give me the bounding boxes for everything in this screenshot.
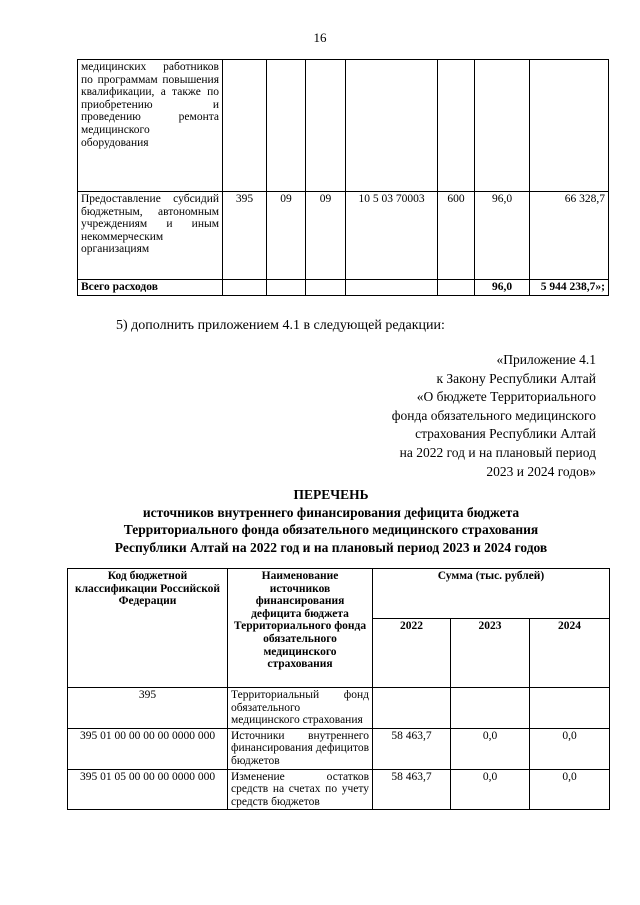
row-value-2024: 0,0 (530, 728, 610, 769)
cell-type (438, 280, 475, 296)
cell-section (267, 280, 306, 296)
table-row (68, 769, 610, 810)
header-code: Код бюджетной классификации Российской Федерации (68, 569, 228, 688)
cell-value-1: 96,0 (475, 280, 530, 296)
cell-section (267, 60, 306, 192)
cell-value-2: 5 944 238,7»; (530, 280, 609, 296)
row-value-2022 (373, 688, 451, 729)
cell-target: 10 5 03 70003 (346, 192, 438, 280)
row-value-2023: 0,0 (451, 728, 530, 769)
cell-value-2 (530, 60, 609, 192)
row-name: Источники внутреннего финансирования дефицитов бюджетов (228, 728, 373, 769)
cell-admin (223, 280, 267, 296)
cell-admin: 395 (223, 192, 267, 280)
row-value-2024 (530, 688, 610, 729)
title-line: источников внутреннего финансирования дефицита бюджета (142, 504, 520, 520)
row-name: Изменение остатков средств на счетах по учету средств бюджетов (228, 769, 373, 810)
table-row (68, 688, 610, 729)
appendix-line: 2023 и 2024 годов» (486, 463, 596, 479)
table-row (78, 60, 609, 192)
appendix-line: к Закону Республики Алтай (436, 370, 596, 386)
row-value-2022: 58 463,7 (373, 769, 451, 810)
row-value-2023 (451, 688, 530, 729)
header-name: Наименование источников финансирования дефицита бюджета Территориального фонда обязательного медицинского страхования (228, 569, 373, 688)
page-number: 16 (313, 30, 327, 45)
row-value-2024: 0,0 (530, 769, 610, 810)
table-row (68, 728, 610, 769)
table-row (78, 192, 609, 280)
cell-section: 09 (267, 192, 306, 280)
row-code: 395 01 05 00 00 00 0000 000 (68, 769, 228, 810)
cell-target (346, 60, 438, 192)
row-name: Предоставление субсидий бюджетным, автономным учреждениям и иным некоммерческим организациям (78, 192, 223, 280)
cell-type: 600 (438, 192, 475, 280)
row-code: 395 (68, 688, 228, 729)
expenses-table (77, 59, 609, 296)
appendix-reference (296, 351, 596, 481)
row-value-2023: 0,0 (451, 769, 530, 810)
appendix-line: «О бюджете Территориального (416, 389, 596, 405)
total-row (78, 280, 609, 296)
header-year-2022: 2022 (373, 619, 451, 688)
cell-value-1: 96,0 (475, 192, 530, 280)
cell-subsection: 09 (306, 192, 346, 280)
appendix-line: фонда обязательного медицинского (391, 407, 596, 423)
appendix-line: на 2022 год и на плановый период (399, 444, 596, 460)
appendix-line: страхования Республики Алтай (415, 426, 596, 442)
header-row (68, 569, 610, 619)
row-name: Территориальный фонд обязательного медицинского страхования (228, 688, 373, 729)
cell-target (346, 280, 438, 296)
title-line: ПЕРЕЧЕНЬ (293, 487, 369, 502)
title-line: Территориального фонда обязательного медицинского страхования (123, 522, 539, 537)
header-sum: Сумма (тыс. рублей) (373, 569, 610, 619)
cell-value-1 (475, 60, 530, 192)
cell-subsection (306, 280, 346, 296)
sources-table (67, 568, 610, 810)
header-year-2023: 2023 (451, 619, 530, 688)
cell-subsection (306, 60, 346, 192)
document-title (62, 486, 600, 556)
cell-value-2: 66 328,7 (530, 192, 609, 280)
row-code: 395 01 00 00 00 00 0000 000 (68, 728, 228, 769)
cell-type (438, 60, 475, 192)
header-year-2024: 2024 (530, 619, 610, 688)
appendix-line: «Приложение 4.1 (496, 352, 596, 367)
row-name: Всего расходов (78, 280, 223, 296)
row-name: медицинских работников по программам повышения квалификации, а также по приобретению и проведению ремонта медицинского оборудования (78, 60, 223, 192)
cell-admin (223, 60, 267, 192)
title-line: Республики Алтай на 2022 год и на плановый период 2023 и 2024 годов (114, 539, 548, 555)
amendment-paragraph: 5) дополнить приложением 4.1 в следующей редакции: (116, 318, 445, 333)
row-value-2022: 58 463,7 (373, 728, 451, 769)
